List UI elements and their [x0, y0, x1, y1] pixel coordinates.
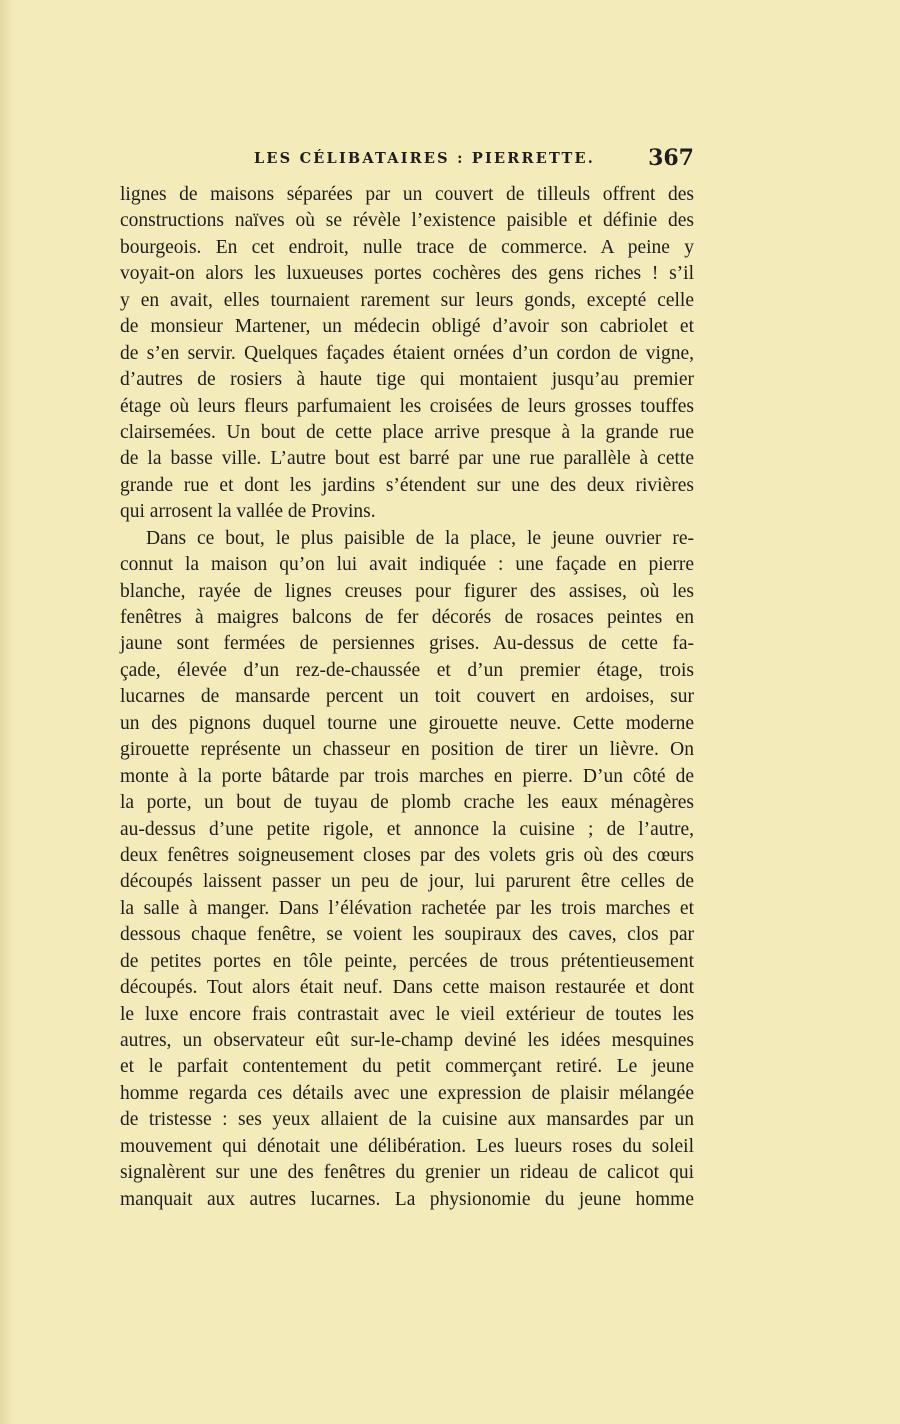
text-line: y en avait, elles tournaient rarement sur leurs gonds, excepté celle	[120, 289, 694, 311]
text-line: dessous chaque fenêtre, se voient les soupiraux des caves, clos par	[120, 924, 694, 946]
text-line: connut la maison qu’on lui avait indiquée : une façade en pierre	[120, 554, 694, 576]
text-line: de petites portes en tôle peinte, percées de trous prétentieusement	[120, 950, 694, 972]
text-line: au-dessus d’une petite rigole, et annonce la cuisine ; de l’autre,	[120, 818, 694, 840]
text-line: mouvement qui dénotait une délibération. Les lueurs roses du soleil	[120, 1135, 694, 1157]
text-line: clairsemées. Un bout de cette place arrive presque à la grande rue	[120, 421, 694, 443]
text-line: le luxe encore frais contrastait avec le vieil extérieur de toutes les	[120, 1003, 694, 1025]
text-line: grande rue et dont les jardins s’étendent sur une des deux rivières	[120, 474, 694, 496]
text-line: et le parfait contentement du petit commerçant retiré. Le jeune	[120, 1056, 694, 1078]
text-line: homme regarda ces détails avec une expression de plaisir mélangée	[120, 1082, 694, 1104]
paragraph-end-line: qui arrosent la vallée de Provins.	[120, 501, 376, 523]
text-line: lignes de maisons séparées par un couvert de tilleuls offrent des	[120, 184, 694, 205]
paragraph-start-line: Dans ce bout, le plus paisible de la place, le jeune ouvrier re-	[146, 527, 694, 549]
text-line: d’autres de rosiers à haute tige qui montaient jusqu’au premier	[120, 369, 694, 391]
text-line: jaune sont fermées de persiennes grises. Au-dessus de cette fa-	[120, 633, 694, 655]
running-title: LES CÉLIBATAIRES : PIERRETTE.	[254, 150, 595, 167]
text-line: çade, élevée d’un rez-de-chaussée et d’un premier étage, trois	[120, 659, 694, 681]
text-line: deux fenêtres soigneusement closes par des volets gris où des cœurs	[120, 844, 694, 866]
text-line: la salle à manger. Dans l’élévation rachetée par les trois marches et	[120, 897, 694, 919]
text-line: manquait aux autres lucarnes. La physionomie du jeune homme	[120, 1188, 694, 1210]
page-number: 367	[648, 145, 694, 171]
text-line: étage où leurs fleurs parfumaient les croisées de leurs grosses touffes	[120, 395, 694, 417]
text-line: blanche, rayée de lignes creuses pour figurer des assises, où les	[120, 580, 694, 602]
text-line: voyait-on alors les luxueuses portes cochères des gens riches ! s’il	[120, 263, 694, 285]
text-line: de tristesse : ses yeux allaient de la cuisine aux mansardes par un	[120, 1109, 694, 1131]
text-line: monte à la porte bâtarde par trois marches en pierre. D’un côté de	[120, 765, 694, 787]
page-header	[120, 145, 694, 178]
text-line: constructions naïves où se révèle l’existence paisible et définie des	[120, 210, 694, 232]
text-line: découpés. Tout alors était neuf. Dans cette maison restaurée et dont	[120, 977, 694, 999]
text-line: de monsieur Martener, un médecin obligé d’avoir son cabriolet et	[120, 316, 694, 338]
text-line: un des pignons duquel tourne une girouette neuve. Cette moderne	[120, 712, 694, 734]
text-line: de s’en servir. Quelques façades étaient ornées d’un cordon de vigne,	[120, 342, 694, 364]
page-binding-edge	[0, 0, 14, 1424]
text-line: découpés laissent passer un peu de jour, lui parurent être celles de	[120, 871, 694, 893]
body-text	[120, 182, 694, 1213]
text-line: autres, un observateur eût sur-le-champ deviné les idées mesquines	[120, 1030, 694, 1051]
text-line: fenêtres à maigres balcons de fer décorés de rosaces peintes en	[120, 607, 694, 628]
text-line: la porte, un bout de tuyau de plomb crache les eaux ménagères	[120, 792, 694, 814]
text-line: bourgeois. En cet endroit, nulle trace de commerce. A peine y	[120, 236, 694, 258]
text-line: lucarnes de mansarde percent un toit couvert en ardoises, sur	[120, 686, 694, 708]
text-line: de la basse ville. L’autre bout est barré par une rue parallèle à cette	[120, 448, 694, 470]
text-line: girouette représente un chasseur en position de tirer un lièvre. On	[120, 739, 694, 761]
text-line: signalèrent sur une des fenêtres du grenier un rideau de calicot qui	[120, 1162, 694, 1184]
